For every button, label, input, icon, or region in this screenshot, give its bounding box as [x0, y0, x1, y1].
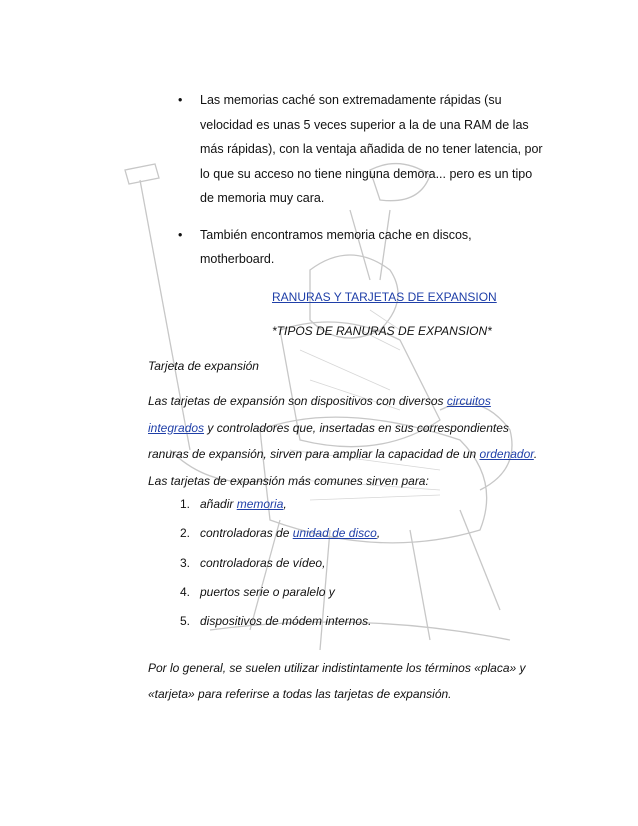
- list-text: ,: [376, 526, 381, 541]
- list-text: controladoras de vídeo,: [200, 555, 326, 570]
- list-number: 4.: [180, 584, 191, 599]
- numbered-list: [180, 490, 380, 636]
- list-text: dispositivos de módem internos.: [200, 614, 372, 629]
- link-ordenador[interactable]: ordenador: [479, 447, 534, 461]
- bullet-text: Las memorias caché son extremadamente rápidas (su velocidad es unas 5 veces superior a la de una RAM de las más rápidas), con la ventaja añadida de no tener latencia, por lo que su acceso no tiene ninguna demora... pero es un tipo de memoria muy cara.: [200, 93, 543, 205]
- list-text: ,: [283, 497, 287, 511]
- paragraph-text: Las tarjetas de expansión son dispositivos con diversos: [148, 394, 447, 408]
- list-text: puertos serie o paralelo y: [200, 584, 335, 599]
- bullet-item: [178, 88, 548, 211]
- closing-paragraph: Por lo general, se suelen utilizar indistintamente los términos «placa» y «tarjeta» para referirse a todas las tarjetas de expansión.: [148, 661, 526, 701]
- link-circuitos-integrados[interactable]: circuitos integrados: [148, 394, 491, 435]
- list-text: añadir: [200, 497, 237, 511]
- section-heading-link[interactable]: RANURAS Y TARJETAS DE EXPANSION: [272, 290, 497, 304]
- list-item: [180, 519, 380, 548]
- paragraph-text: . Las tarjetas de expansión más comunes sirven para:: [148, 447, 538, 488]
- list-number: 3.: [180, 555, 191, 570]
- bullet-icon: •: [178, 227, 183, 242]
- list-text: controladoras de: [200, 526, 293, 541]
- subtitle: Tarjeta de expansión: [148, 359, 259, 373]
- paragraph-text: y controladores que, insertadas en sus correspondientes ranuras de expansión, sirven para ampliar la capacidad de un: [148, 420, 509, 461]
- list-item: [180, 607, 380, 636]
- link-memoria[interactable]: memoria: [236, 497, 284, 511]
- bullet-list: [178, 88, 548, 284]
- bullet-icon: •: [178, 93, 183, 107]
- list-item: [180, 549, 380, 578]
- list-item: [180, 578, 380, 607]
- list-number: 2.: [180, 526, 191, 541]
- bullet-text: También encontramos memoria cache en discos, motherboard.: [200, 227, 472, 266]
- list-number: 5.: [180, 614, 191, 629]
- list-item: [180, 490, 380, 519]
- list-number: 1.: [180, 497, 191, 511]
- link-unidad-de-disco[interactable]: unidad de disco: [292, 526, 377, 541]
- section-subheading: *TIPOS DE RANURAS DE EXPANSION*: [272, 324, 492, 338]
- paragraph: [148, 388, 548, 494]
- bullet-item: [178, 223, 548, 272]
